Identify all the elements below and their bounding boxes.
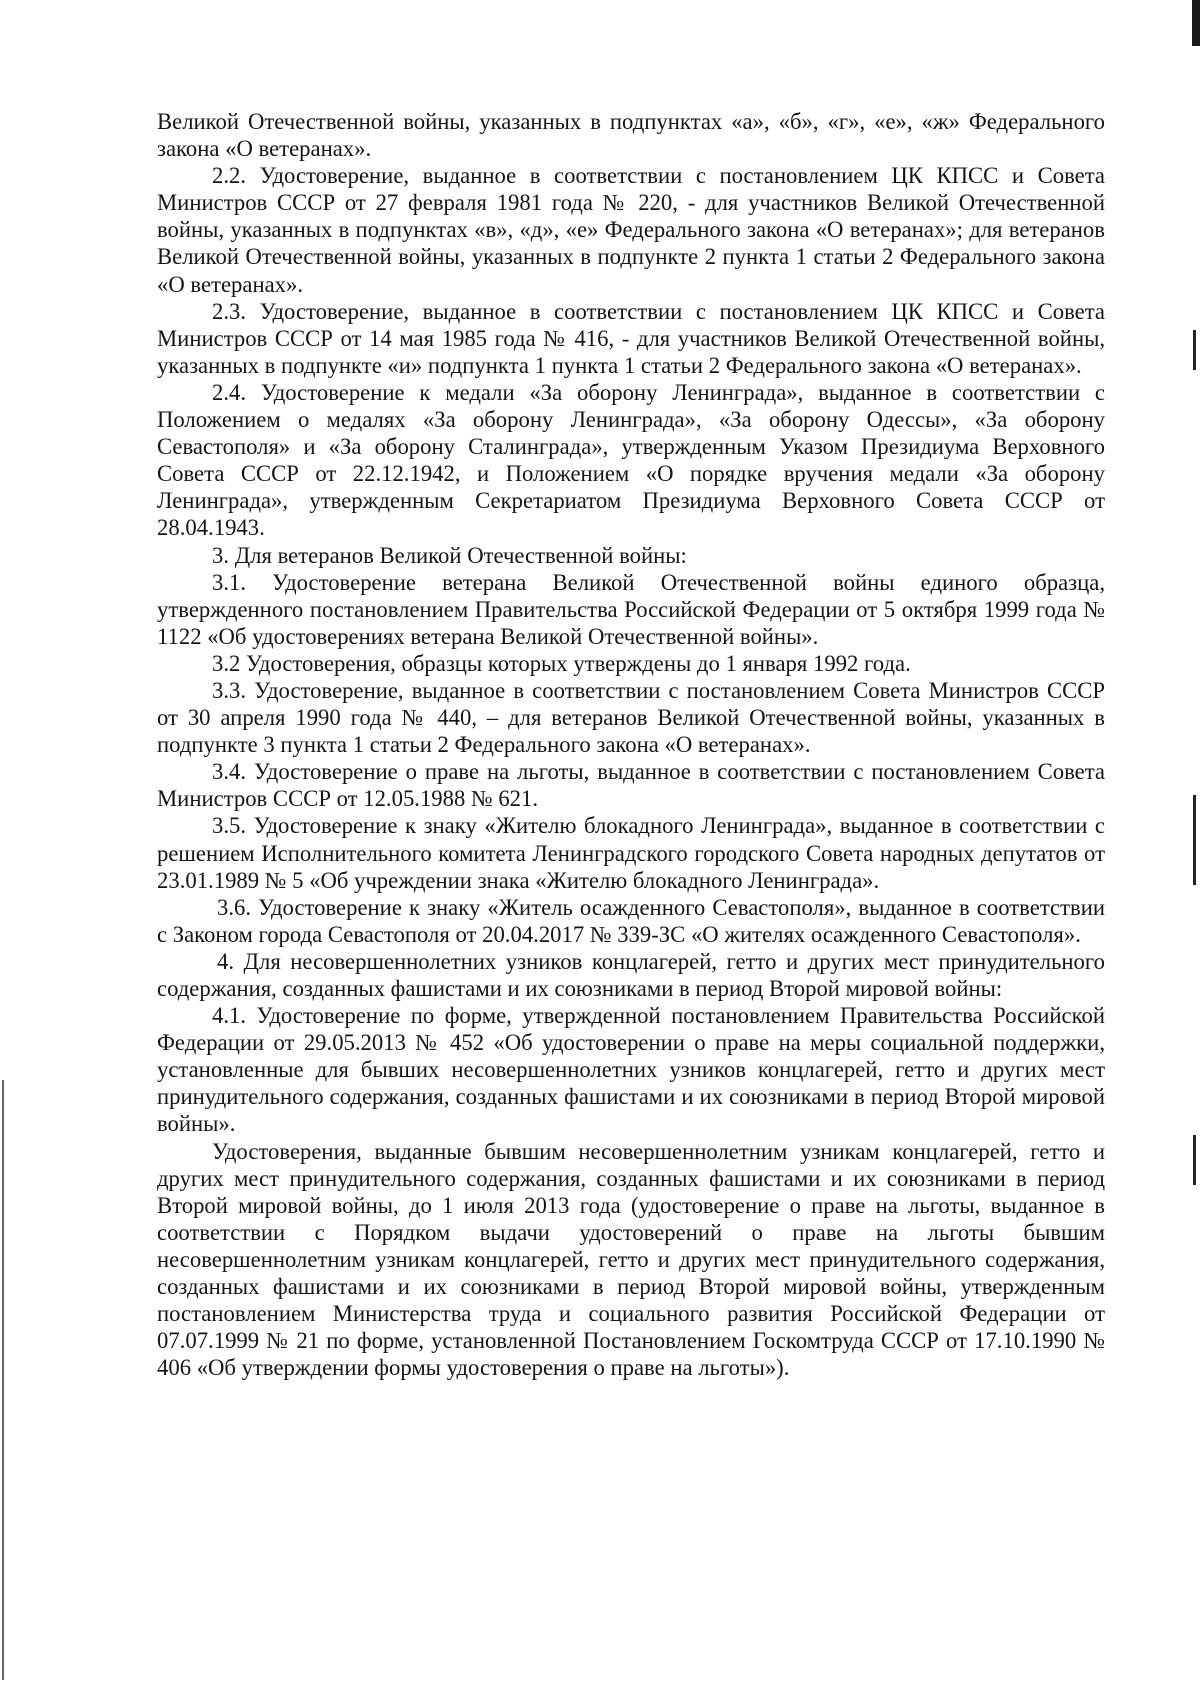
document-body — [157, 108, 1105, 1381]
paragraph-3-heading: 3. Для ветеранов Великой Отечественной войны: — [212, 542, 687, 568]
scan-edge-mark — [1193, 795, 1196, 885]
paragraph-3-5: 3.5. Удостоверение к знаку «Жителю блокадного Ленинграда», выданное в соответствии с решением Исполнительного комитета Ленинградского городского Совета народных депутатов от 23.01.1989 № 5 «Об учреждении знака «Жителю блокадного Ленинграда». — [157, 813, 1105, 893]
paragraph-2-4: 2.4. Удостоверение к медали «За оборону Ленинграда», выданное в соответствии с Положением о медалях «За оборону Ленинграда», «За оборону Одессы», «За оборону Севастополя» и «За оборону Сталинграда», утвержденным Указом Президиума Верховного Совета СССР от 22.12.1942, и Положением «О порядке вручения медали «За оборону Ленинграда», утвержденным Секретариатом Президиума Верховного Совета СССР от 28.04.1943. — [157, 379, 1105, 541]
scan-edge-mark — [2, 1080, 4, 1680]
scan-edge-mark — [1193, 330, 1196, 370]
paragraph-3-3: 3.3. Удостоверение, выданное в соответствии с постановлением Совета Министров СССР от 30 апреля 1990 года № 440, – для ветеранов Великой Отечественной войны, указанных в подпункте 3 пункта 1 статьи 2 Федерального закона «О ветеранах». — [157, 677, 1105, 758]
paragraph-4-1: 4.1. Удостоверение по форме, утвержденной постановлением Правительства Российской Федерации от 29.05.2013 № 452 «Об удостоверении о праве на меры социальной поддержки, установленные для бывших несовершеннолетних узников концлагерей, гетто и других мест принудительного содержания, созданных фашистами и их союзниками в период Второй мировой войны». — [157, 1003, 1105, 1137]
paragraph-3-6: 3.6. Удостоверение к знаку «Житель осажденного Севастополя», выданное в соответствии с Законом города Севастополя от 20.04.2017 № 339-ЗС «О жителях осажденного Севастополя». — [157, 894, 1105, 947]
paragraph-2-3: 2.3. Удостоверение, выданное в соответствии с постановлением ЦК КПСС и Совета Министров СССР от 14 мая 1985 года № 416, - для участников Великой Отечественной войны, указанных в подпункте «и» подпункта 1 пункта 1 статьи 2 Федерального закона «О ветеранах». — [157, 298, 1105, 378]
paragraph-2-2: 2.2. Удостоверение, выданное в соответствии с постановлением ЦК КПСС и Совета Министров СССР от 27 февраля 1981 года № 220, - для участников Великой Отечественной войны, указанных в подпунктах «в», «д», «е» Федерального закона «О ветеранах»; для ветеранов Великой Отечественной войны, указанных в подпункте 2 пункта 1 статьи 2 Федерального закона «О ветеранах». — [157, 163, 1105, 297]
paragraph-3-2: 3.2 Удостоверения, образцы которых утверждены до 1 января 1992 года. — [212, 650, 911, 676]
paragraph-3-1: 3.1. Удостоверение ветерана Великой Отечественной войны единого образца, утвержденного постановлением Правительства Российской Федерации от 5 октября 1999 года № 1122 «Об удостоверениях ветерана Великой Отечественной войны». — [157, 569, 1105, 649]
paragraph-certificates: Удостоверения, выданные бывшим несовершеннолетним узникам концлагерей, гетто и других мест принудительного содержания, созданных фашистами и их союзниками в период Второй мировой войны, до 1 июля 2013 года (удостоверение о праве на льготы, выданное в соответствии с Порядком выдачи удостоверений о праве на льготы бывшим несовершеннолетним узникам концлагерей, гетто и других мест принудительного содержания, созданных фашистами и их союзниками в период Второй мировой войны, утвержденным постановлением Министерства труда и социального развития Российской Федерации от 07.07.1999 № 21 по форме, установленной Постановлением Госкомтруда СССР от 17.10.1990 № 406 «Об утверждении формы удостоверения о праве на льготы»). — [157, 1138, 1105, 1381]
scan-edge-mark — [1193, 1135, 1196, 1185]
paragraph-4-heading: 4. Для несовершеннолетних узников концлагерей, гетто и других мест принудительного содержания, созданных фашистами и их союзниками в период Второй мировой войны: — [157, 948, 1105, 1001]
paragraph-continuation: Великой Отечественной войны, указанных в подпунктах «а», «б», «г», «е», «ж» Федерального закона «О ветеранах». — [157, 109, 1105, 162]
paragraph-3-4: 3.4. Удостоверение о праве на льготы, выданное в соответствии с постановлением Совета Министров СССР от 12.05.1988 № 621. — [157, 759, 1105, 812]
scan-edge-mark — [1192, 0, 1200, 46]
